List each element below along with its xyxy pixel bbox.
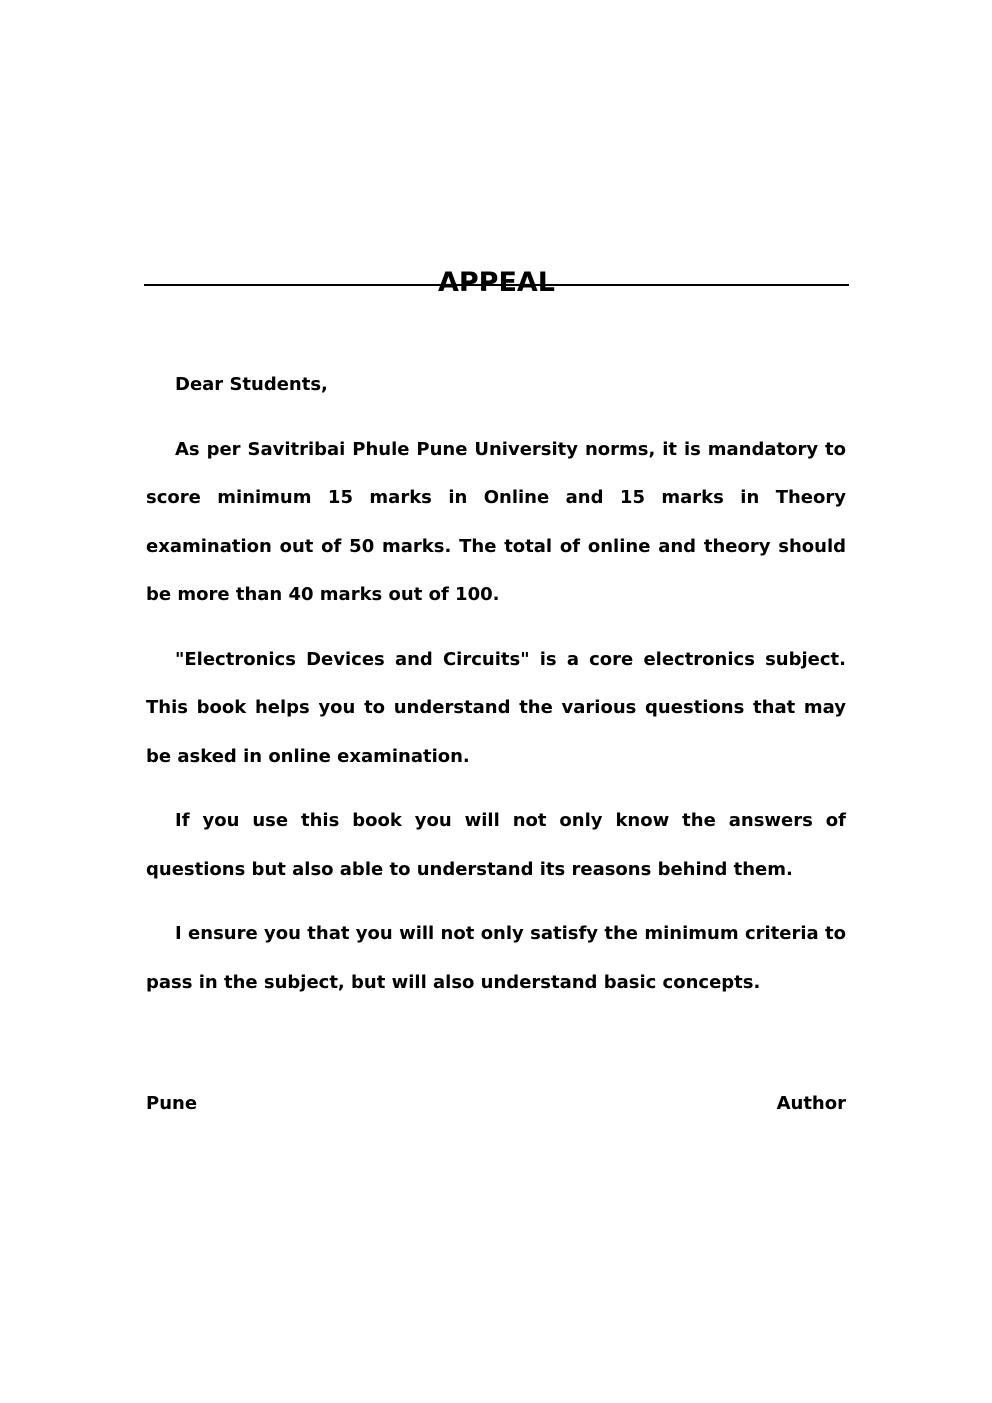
signature-line xyxy=(146,1090,846,1118)
page-title: APPEAL xyxy=(437,267,556,299)
paragraph-norms: As per Savitribai Phule Pune University norms, it is mandatory to score minimum 15 marks in Online and 15 marks in Theory examination out of 50 marks. The total of online and theory should be more than 40 marks out of 100. xyxy=(146,438,846,605)
letter-body xyxy=(146,361,846,1023)
title-underline xyxy=(144,284,849,286)
paragraph-assurance: I ensure you that you will not only satisfy the minimum criteria to pass in the subject, but will also understand basic concepts. xyxy=(146,923,846,993)
place-label: Pune xyxy=(146,1093,198,1114)
paragraph-benefit: If you use this book you will not only know the answers of questions but also able to understand its reasons behind them. xyxy=(146,810,846,880)
paragraph-subject: "Electronics Devices and Circuits" is a core electronics subject. This book helps you to understand the various questions that may be asked in online examination. xyxy=(146,648,846,767)
salutation: Dear Students, xyxy=(175,374,328,395)
author-label: Author xyxy=(776,1093,846,1114)
